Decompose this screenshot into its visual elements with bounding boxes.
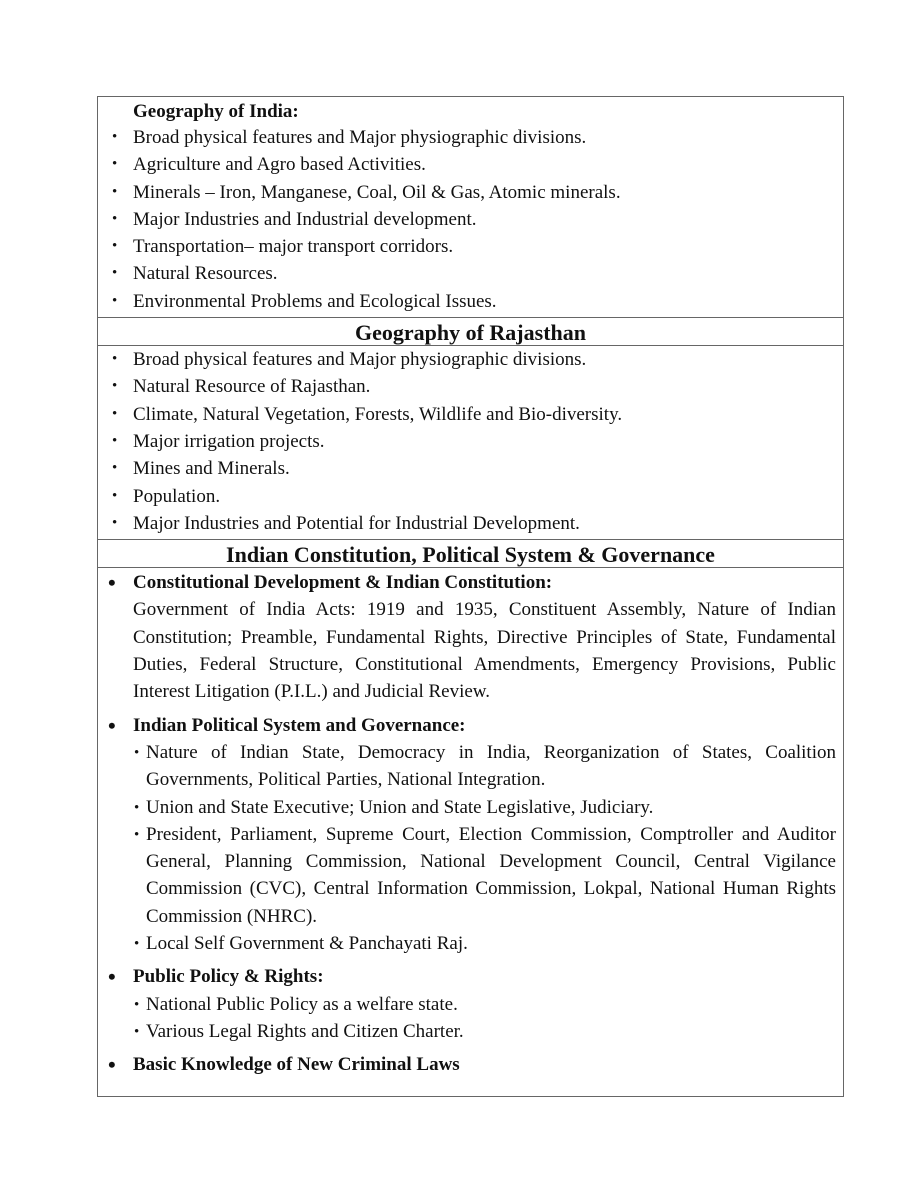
bullet-icon: • <box>134 936 140 953</box>
sub-list-item: • Local Self Government & Panchayati Raj. <box>98 930 843 957</box>
bullet-icon: • <box>108 964 116 990</box>
geography-rajasthan-cell <box>98 345 843 539</box>
list-item: • Minerals – Iron, Manganese, Coal, Oil & Gas, Atomic minerals. <box>98 179 843 206</box>
bullet-icon: • <box>112 292 118 309</box>
constitution-cell <box>98 567 843 1096</box>
constitution-heading: Indian Constitution, Political System & Governance <box>98 539 843 567</box>
bullet-icon: • <box>108 1052 116 1078</box>
sub-list-item: • President, Parliament, Supreme Court, Election Commission, Comptroller and Auditor General, Planning Commission, National Development Council, Central Vigilance Commission (CVC), Central Information Commission, Lokpal, National Human Rights Commission (NHRC). <box>134 823 836 927</box>
bullet-icon: • <box>134 996 140 1013</box>
group-heading: • Indian Political System and Governance: <box>108 712 466 738</box>
list-item: • Broad physical features and Major physiographic divisions. <box>98 346 843 373</box>
syllabus-table <box>97 96 844 1097</box>
list-item: • Major Industries and Potential for Industrial Development. <box>98 510 843 537</box>
bullet-icon: • <box>112 238 118 255</box>
list-item: • Natural Resource of Rajasthan. <box>98 373 843 400</box>
list-item: • Mines and Minerals. <box>98 455 843 482</box>
geography-rajasthan-heading: Geography of Rajasthan <box>98 317 843 345</box>
bullet-icon: • <box>112 487 118 504</box>
bullet-icon: • <box>134 744 140 761</box>
list-item: • Environmental Problems and Ecological Issues. <box>98 288 843 315</box>
bullet-icon: • <box>108 570 116 596</box>
list-item: • Natural Resources. <box>98 260 843 287</box>
bullet-icon: • <box>112 129 118 145</box>
bullet-icon: • <box>134 826 140 843</box>
bullet-icon: • <box>112 378 118 395</box>
bullet-icon: • <box>112 183 118 200</box>
list-item: • Broad physical features and Major physiographic divisions. <box>98 124 843 151</box>
group-heading: • Public Policy & Rights: <box>108 964 324 990</box>
list-item: • Climate, Natural Vegetation, Forests, Wildlife and Bio-diversity. <box>98 401 843 428</box>
group-heading: • Basic Knowledge of New Criminal Laws <box>108 1052 460 1078</box>
list-item: • Major Industries and Industrial development. <box>98 206 843 233</box>
bullet-icon: • <box>112 514 118 531</box>
bullet-icon: • <box>112 156 118 173</box>
bullet-icon: • <box>112 460 118 477</box>
bullet-icon: • <box>108 712 116 738</box>
bullet-icon: • <box>112 351 118 368</box>
geography-india-cell <box>98 97 843 317</box>
sub-list-item: • National Public Policy as a welfare state. <box>98 991 843 1018</box>
sub-list-item: • Union and State Executive; Union and State Legislative, Judiciary. <box>98 794 843 821</box>
bullet-icon: • <box>112 210 118 227</box>
sub-list-item: • Nature of Indian State, Democracy in India, Reorganization of States, Coalition Governments, Political Parties, National Integration. <box>134 741 836 791</box>
list-item: • Major irrigation projects. <box>98 428 843 455</box>
group-heading: • Constitutional Development & Indian Constitution: <box>108 570 553 596</box>
bullet-icon: • <box>134 1023 140 1040</box>
geography-india-title: Geography of India: <box>133 101 299 122</box>
bullet-icon: • <box>112 265 118 282</box>
paragraph: Government of India Acts: 1919 and 1935, Constituent Assembly, Nature of Indian Constitution; Preamble, Fundamental Rights, Directive Principles of State, Fundamental Duties, Federal Structure, Constitutional Amendments, Emergency Provisions, Public Interest Litigation (P.I.L.) and Judicial Review. <box>133 599 836 703</box>
bullet-icon: • <box>134 799 140 816</box>
list-item: • Transportation– major transport corridors. <box>98 233 843 260</box>
list-item: • Population. <box>98 483 843 510</box>
list-item: • Agriculture and Agro based Activities. <box>98 151 843 178</box>
bullet-icon: • <box>112 405 118 422</box>
bullet-icon: • <box>112 432 118 449</box>
sub-list-item: • Various Legal Rights and Citizen Charter. <box>98 1018 843 1045</box>
